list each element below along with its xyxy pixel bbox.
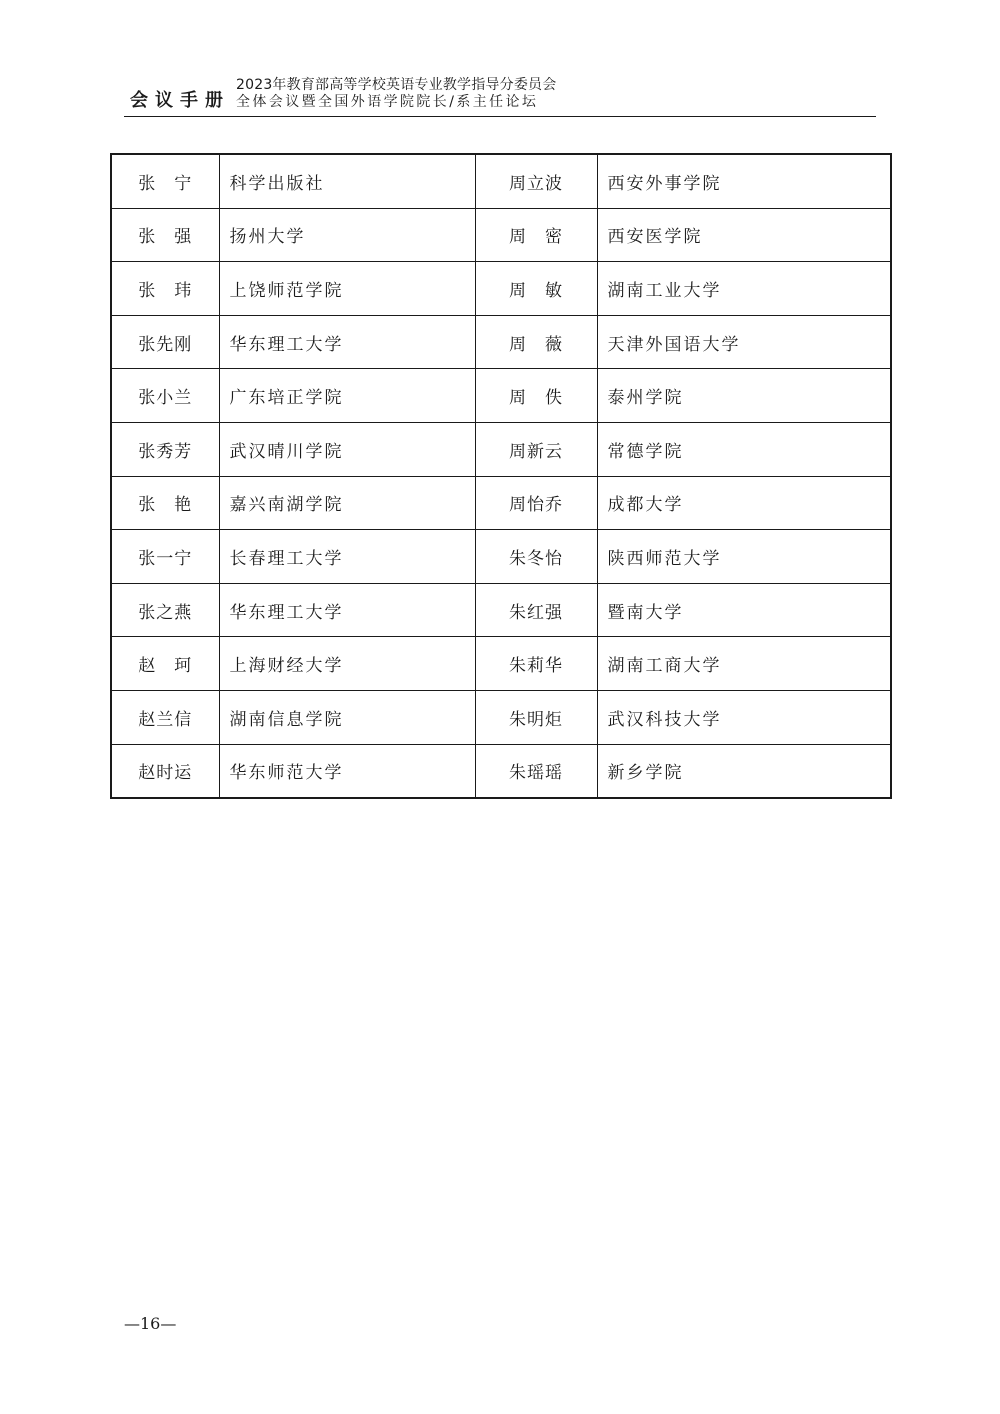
attendee-name: 张一宁: [111, 530, 219, 584]
attendee-name: 周怡乔: [475, 476, 597, 530]
page-number: —16—: [124, 1314, 177, 1333]
header-subtitle-line1: 2023年教育部高等学校英语专业教学指导分委员会: [236, 77, 557, 93]
attendee-name: 张先刚: [111, 315, 219, 369]
attendee-name: 朱瑶瑶: [475, 744, 597, 798]
table-row: [111, 262, 891, 316]
attendee-name: 张 强: [111, 208, 219, 262]
attendee-institution: 成都大学: [597, 476, 891, 530]
attendee-table-body: [111, 154, 891, 798]
attendee-institution: 武汉晴川学院: [219, 422, 475, 476]
table-row: [111, 690, 891, 744]
table-row: [111, 315, 891, 369]
attendee-name: 张 玮: [111, 262, 219, 316]
attendee-institution: 武汉科技大学: [597, 690, 891, 744]
attendee-institution: 嘉兴南湖学院: [219, 476, 475, 530]
table-row: [111, 154, 891, 208]
attendee-institution: 暨南大学: [597, 583, 891, 637]
attendee-institution: 长春理工大学: [219, 530, 475, 584]
attendee-institution: 湖南工业大学: [597, 262, 891, 316]
table-row: [111, 744, 891, 798]
attendee-institution: 西安外事学院: [597, 154, 891, 208]
attendee-name: 朱冬怡: [475, 530, 597, 584]
attendee-institution: 华东理工大学: [219, 583, 475, 637]
table-row: [111, 369, 891, 423]
header-subtitle-line2: 全体会议暨全国外语学院院长/系主任论坛: [236, 94, 539, 110]
attendee-name: 周 密: [475, 208, 597, 262]
attendee-institution: 广东培正学院: [219, 369, 475, 423]
attendee-institution: 湖南工商大学: [597, 637, 891, 691]
attendee-table: [110, 153, 892, 799]
page-header: [124, 74, 876, 117]
attendee-institution: 扬州大学: [219, 208, 475, 262]
attendee-name: 朱莉华: [475, 637, 597, 691]
attendee-institution: 上饶师范学院: [219, 262, 475, 316]
attendee-name: 周 薇: [475, 315, 597, 369]
attendee-institution: 陕西师范大学: [597, 530, 891, 584]
attendee-name: 朱红强: [475, 583, 597, 637]
attendee-name: 赵兰信: [111, 690, 219, 744]
attendee-name: 张 艳: [111, 476, 219, 530]
attendee-institution: 华东理工大学: [219, 315, 475, 369]
attendee-institution: 上海财经大学: [219, 637, 475, 691]
attendee-name: 朱明炬: [475, 690, 597, 744]
attendee-name: 张小兰: [111, 369, 219, 423]
attendee-institution: 天津外国语大学: [597, 315, 891, 369]
attendee-name: 赵 珂: [111, 637, 219, 691]
header-subtitle: [236, 77, 556, 111]
attendee-institution: 常德学院: [597, 422, 891, 476]
attendee-institution: 科学出版社: [219, 154, 475, 208]
table-row: [111, 476, 891, 530]
attendee-institution: 泰州学院: [597, 369, 891, 423]
attendee-name: 张秀芳: [111, 422, 219, 476]
header-title: 会议手册: [130, 90, 230, 111]
attendee-name: 赵时运: [111, 744, 219, 798]
attendee-name: 周新云: [475, 422, 597, 476]
attendee-name: 周立波: [475, 154, 597, 208]
attendee-name: 周 敏: [475, 262, 597, 316]
attendee-institution: 新乡学院: [597, 744, 891, 798]
attendee-name: 周 佚: [475, 369, 597, 423]
table-row: [111, 637, 891, 691]
attendee-institution: 湖南信息学院: [219, 690, 475, 744]
attendee-name: 张 宁: [111, 154, 219, 208]
table-row: [111, 530, 891, 584]
table-row: [111, 422, 891, 476]
attendee-institution: 西安医学院: [597, 208, 891, 262]
attendee-name: 张之燕: [111, 583, 219, 637]
table-row: [111, 583, 891, 637]
attendee-institution: 华东师范大学: [219, 744, 475, 798]
table-row: [111, 208, 891, 262]
